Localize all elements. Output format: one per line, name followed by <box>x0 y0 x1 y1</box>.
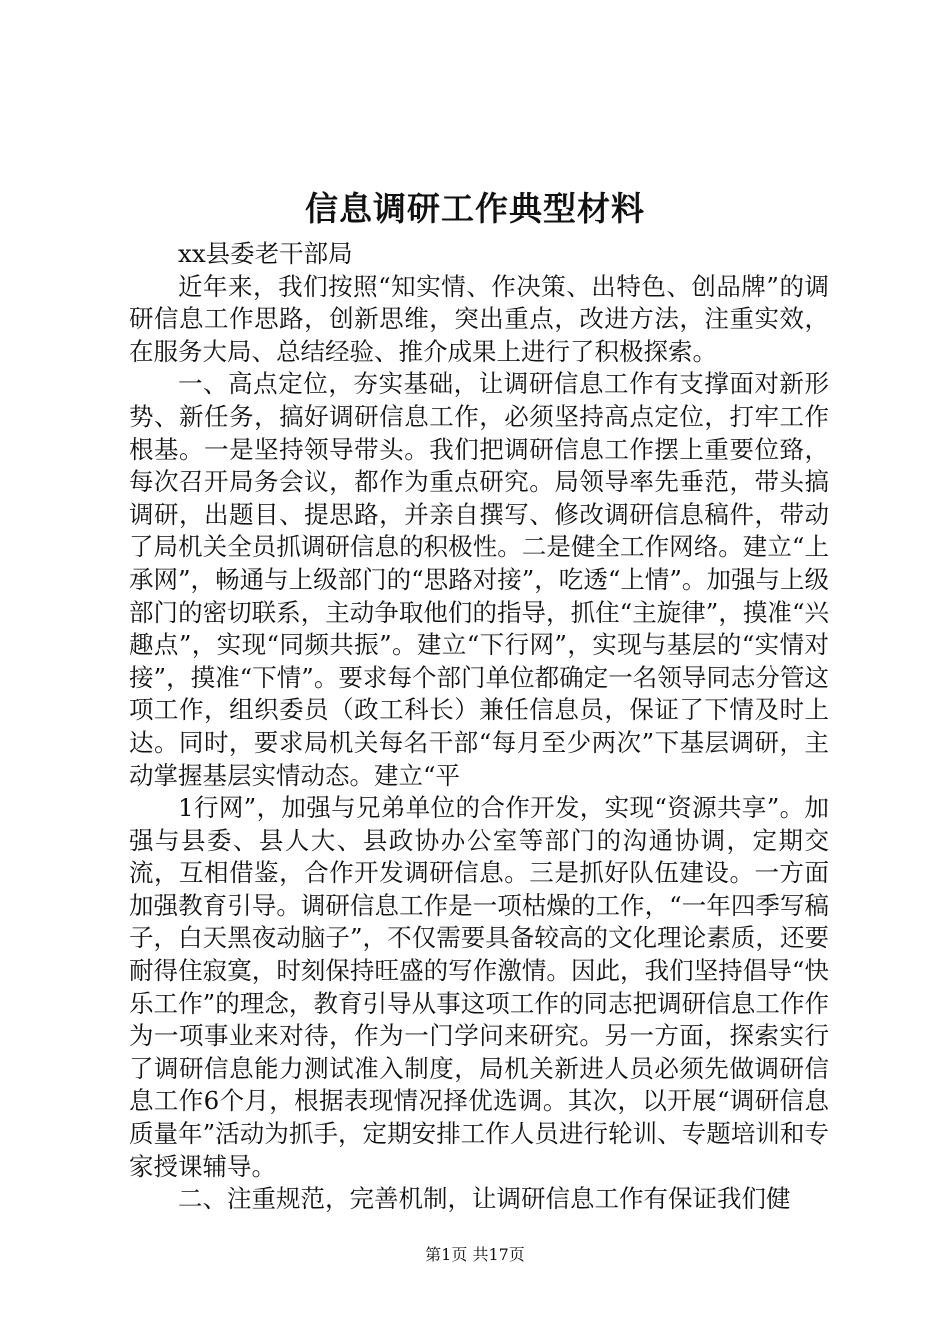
document-body <box>129 238 829 1216</box>
paragraph-section-two: 二、注重规范，完善机制，让调研信息工作有保证我们健 <box>178 1184 791 1214</box>
paragraph-section-one: 一、高点定位，夯实基础，让调研信息工作有支撑面对新形势、新任务，搞好调研信息工作，必须坚持高点定位，打牢工作根基。一是坚持领导带头。我们把调研信息工作摆上重要位臵，每次召开局务会议，都作为重点研究。局领导率先垂范，带头搞调研，出题目、提思路，并亲自撰写、修改调研信息稿件，带动了局机关全员抓调研信息的积极性。二是健全工作网络。建立“上承网”，畅通与上级部门的“思路对接”，吃透“上情”。加强与上级部门的密切联系，主动争取他们的指导，抓住“主旋律”，摸准“兴趣点”，实现“同频共振”。建立“下行网”，实现与基层的“实情对接”，摸准“下情”。要求每个部门单位都确定一名领导同志分管这项工作，组织委员（政工科长）兼任信息员，保证了下情及时上达。同时，要求局机关每名干部“每月至少两次”下基层调研，主动掌握基层实情动态。建立“平 <box>129 369 829 790</box>
page-footer: 第1页 共17页 <box>425 1245 525 1264</box>
document-title: 信息调研工作典型材料 <box>305 189 645 228</box>
author-line: xx县委老干部局 <box>178 239 353 268</box>
paragraph-intro: 近年来，我们按照“知实情、作决策、出特色、创品牌”的调研信息工作思路，创新思维，突出重点，改进方法，注重实效，在服务大局、总结经验、推介成果上进行了积极探索。 <box>129 271 829 366</box>
paragraph-section-one-continued: 1行网”，加强与兄弟单位的合作开发，实现“资源共享”。加强与县委、县人大、县政协办公室等部门的沟通协调，定期交流，互相借鉴，合作开发调研信息。三是抓好队伍建设。一方面加强教育引导。调研信息工作是一项枯燥的工作，“一年四季写稿子，白天黑夜动脑子”，不仅需要具备较高的文化理论素质，还要耐得住寂寞，时刻保持旺盛的写作激情。因此，我们坚持倡导“快乐工作”的理念，教育引导从事这项工作的同志把调研信息工作作为一项事业来对待，作为一门学问来研究。另一方面，探索实行了调研信息能力测试准入制度，局机关新进人员必须先做调研信息工作6个月，根据表现情况择优选调。其次，以开展“调研信息质量年”活动为抓手，定期安排工作人员进行轮训、专题培训和专家授课辅导。 <box>129 793 829 1181</box>
